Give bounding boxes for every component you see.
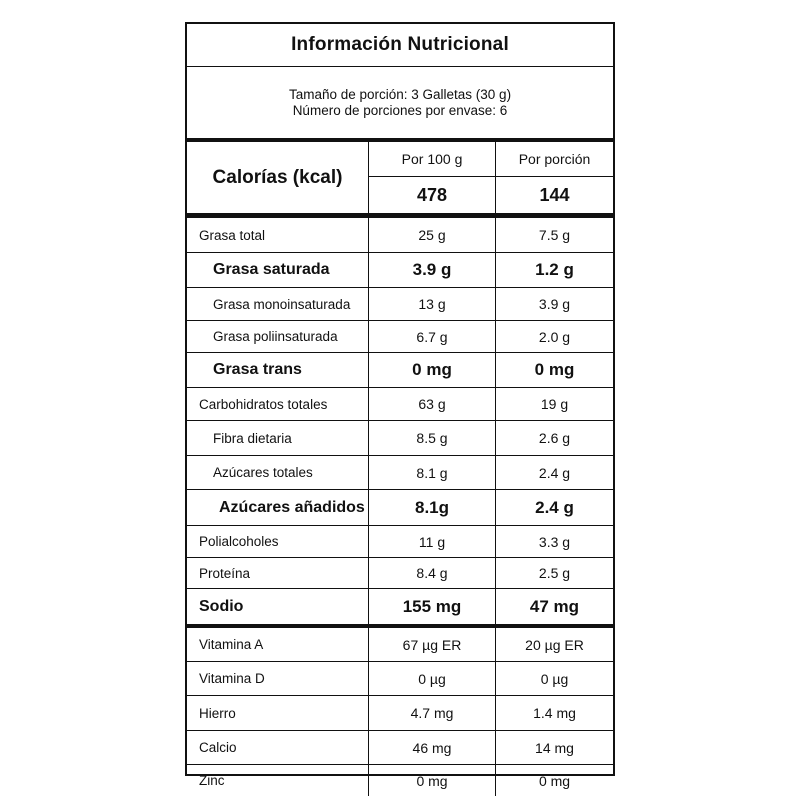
nutrient-name: Azúcares añadidos	[219, 498, 365, 516]
table-row	[187, 420, 613, 455]
value-per-serving: 2.0 g	[495, 321, 613, 352]
value-per-serving: 2.5 g	[495, 558, 613, 588]
per-100g-header: Por 100 g	[369, 142, 495, 177]
table-row	[187, 624, 613, 661]
servings-per-container: Número de porciones por envase: 6	[292, 102, 508, 118]
per-100g-column	[368, 142, 495, 213]
value-per-serving: 1.2 g	[495, 253, 613, 287]
nutrient-name: Proteína	[199, 565, 251, 581]
nutrient-name: Hierro	[199, 705, 236, 721]
table-row	[187, 252, 613, 287]
value-per-serving: 0 µg	[495, 662, 613, 695]
table-row	[187, 764, 613, 796]
nutrient-name: Polialcoholes	[199, 534, 279, 549]
serving-size: Tamaño de porción: 3 Galletas (30 g)	[288, 86, 512, 102]
nutrient-name: Vitamina D	[199, 671, 265, 686]
value-per-serving: 2.4 g	[495, 456, 613, 489]
table-row	[187, 352, 613, 387]
table-row	[187, 320, 613, 352]
nutrient-name: Grasa monoinsaturada	[213, 296, 351, 312]
table-row	[187, 489, 613, 525]
calories-section	[187, 142, 613, 218]
value-per-100g: 0 µg	[368, 662, 495, 695]
calories-per-100g: 478	[416, 184, 448, 205]
value-per-serving: 19 g	[495, 388, 613, 420]
value-per-100g: 6.7 g	[368, 321, 495, 352]
value-per-100g: 46 mg	[368, 731, 495, 764]
nutrient-name: Grasa total	[199, 227, 266, 243]
table-row	[187, 287, 613, 320]
value-per-serving: 3.9 g	[495, 288, 613, 320]
calories-per-serving: 144	[539, 184, 570, 205]
value-per-serving: 0 mg	[495, 353, 613, 387]
nutrient-name: Azúcares totales	[213, 465, 313, 480]
table-row	[187, 455, 613, 489]
value-per-100g: 155 mg	[368, 589, 495, 624]
value-per-100g: 0 mg	[368, 353, 495, 387]
table-title: Información Nutricional	[291, 34, 509, 55]
value-per-100g: 13 g	[368, 288, 495, 320]
nutrition-facts-table	[185, 22, 615, 789]
nutrient-name: Grasa trans	[213, 361, 302, 378]
table-row	[187, 661, 613, 695]
value-per-100g: 8.4 g	[368, 558, 495, 588]
value-per-serving: 2.4 g	[495, 490, 613, 525]
value-per-serving: 7.5 g	[495, 218, 613, 252]
table-row	[187, 218, 613, 252]
value-per-100g: 8.1 g	[368, 456, 495, 489]
calories-label: Calorías (kcal)	[212, 166, 343, 188]
value-per-100g: 67 µg ER	[368, 628, 495, 661]
nutrient-name: Vitamina A	[199, 637, 264, 652]
table-row	[187, 588, 613, 624]
nutrient-name: Fibra dietaria	[213, 430, 292, 446]
value-per-100g: 8.1g	[368, 490, 495, 525]
value-per-serving: 20 µg ER	[495, 628, 613, 661]
value-per-serving: 14 mg	[495, 731, 613, 764]
nutrient-name: Calcio	[199, 740, 237, 755]
value-per-serving: 1.4 mg	[495, 696, 613, 730]
value-per-100g: 25 g	[368, 218, 495, 252]
nutrient-name: Carbohidratos totales	[199, 396, 328, 412]
value-per-serving: 2.6 g	[495, 421, 613, 455]
serving-info	[187, 66, 613, 142]
value-per-100g: 3.9 g	[368, 253, 495, 287]
value-per-serving: 47 mg	[495, 589, 613, 624]
value-per-100g: 63 g	[368, 388, 495, 420]
table-row	[187, 557, 613, 588]
table-row	[187, 387, 613, 420]
per-serving-header: Por porción	[496, 142, 613, 177]
value-per-serving: 0 mg	[495, 765, 613, 796]
table-row	[187, 730, 613, 764]
value-per-serving: 3.3 g	[495, 526, 613, 557]
nutrient-name: Grasa saturada	[213, 261, 330, 278]
per-serving-column	[495, 142, 613, 213]
value-per-100g: 4.7 mg	[368, 696, 495, 730]
table-row	[187, 525, 613, 557]
nutrient-name: Zinc	[199, 773, 225, 788]
table-row	[187, 695, 613, 730]
value-per-100g: 0 mg	[368, 765, 495, 796]
value-per-100g: 8.5 g	[368, 421, 495, 455]
nutrient-name: Grasa poliinsaturada	[213, 329, 338, 344]
value-per-100g: 11 g	[368, 526, 495, 557]
nutrient-name: Sodio	[199, 597, 244, 615]
